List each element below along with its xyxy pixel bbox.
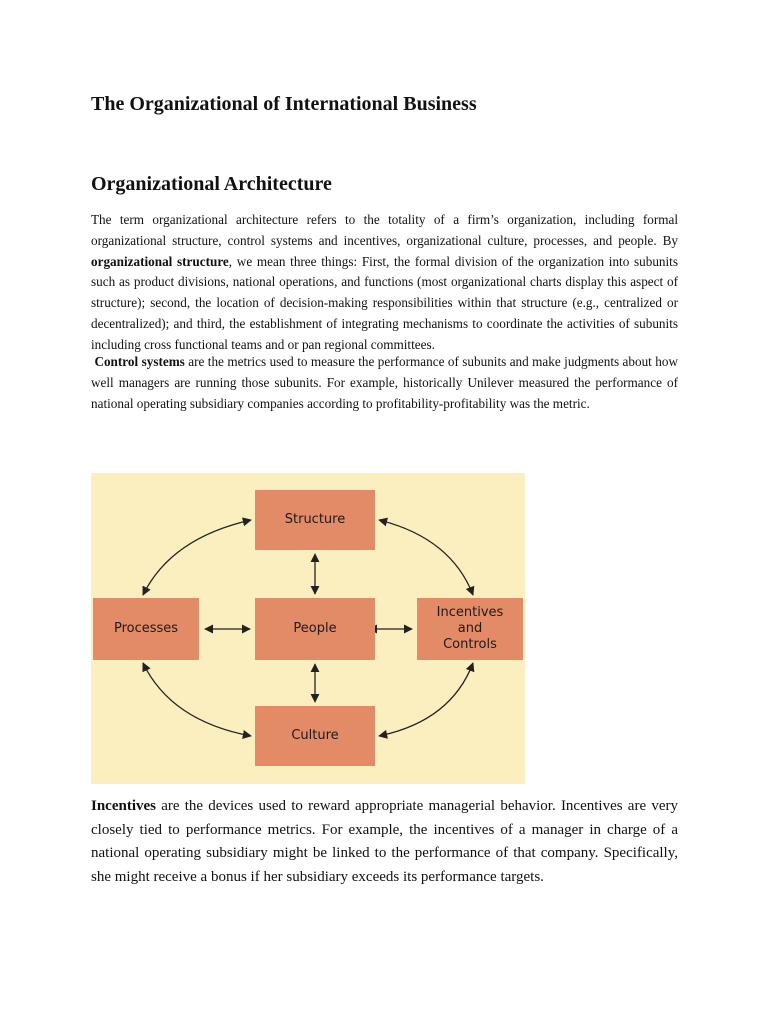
arc-structure-incentives <box>379 520 473 595</box>
paragraph-incentives <box>91 795 678 889</box>
bold-term-control-systems: Control systems <box>94 354 185 369</box>
paragraph-text: The term organizational architecture refers to the totality of a firm’s organization, including formal organizational structure, control systems and incentives, organizational culture, processes, and people. By <box>91 212 678 248</box>
node-culture: Culture <box>255 706 375 766</box>
node-people: People <box>255 598 375 660</box>
arc-processes-culture <box>143 663 251 736</box>
node-processes: Processes <box>93 598 199 660</box>
arc-incentives-culture <box>379 663 473 736</box>
document-title: The Organizational of International Business <box>91 93 477 115</box>
arc-structure-processes <box>143 520 251 595</box>
paragraph-text: are the devices used to reward appropriate managerial behavior. Incentives are very closely tied to performance metrics. For example, the incentives of a manager in charge of a national operating subsidiary might be linked to the performance of that company. Specifically, she might receive a bonus if her subsidiary exceeds its performance targets. <box>91 798 678 885</box>
section-heading: Organizational Architecture <box>91 173 332 195</box>
paragraph-organizational-architecture <box>91 210 678 356</box>
paragraph-text: are the metrics used to measure the performance of subunits and make judgments about how well managers are running those subunits. For example, historically Unilever measured the performance of national operating subsidiary companies according to profitability-profitability was the metric. <box>91 354 678 411</box>
paragraph-control-systems <box>91 352 678 414</box>
bold-term-incentives: Incentives <box>91 798 156 814</box>
node-incentives-and-controls: Incentives and Controls <box>417 598 523 660</box>
node-structure: Structure <box>255 490 375 550</box>
bold-term-organizational-structure: organizational structure <box>91 253 229 269</box>
organizational-architecture-diagram <box>91 473 525 784</box>
paragraph-text: , we mean three things: First, the formal division of the organization into subunits such as product divisions, national operations, and functions (most organizational charts display this aspect of structure); second, the location of decision-making responsibilities within that structure (e.g., centralized or decentralized); and third, the establishment of integrating mechanisms to coordinate the activities of subunits including cross functional teams and or pan regional committees. <box>91 253 678 352</box>
